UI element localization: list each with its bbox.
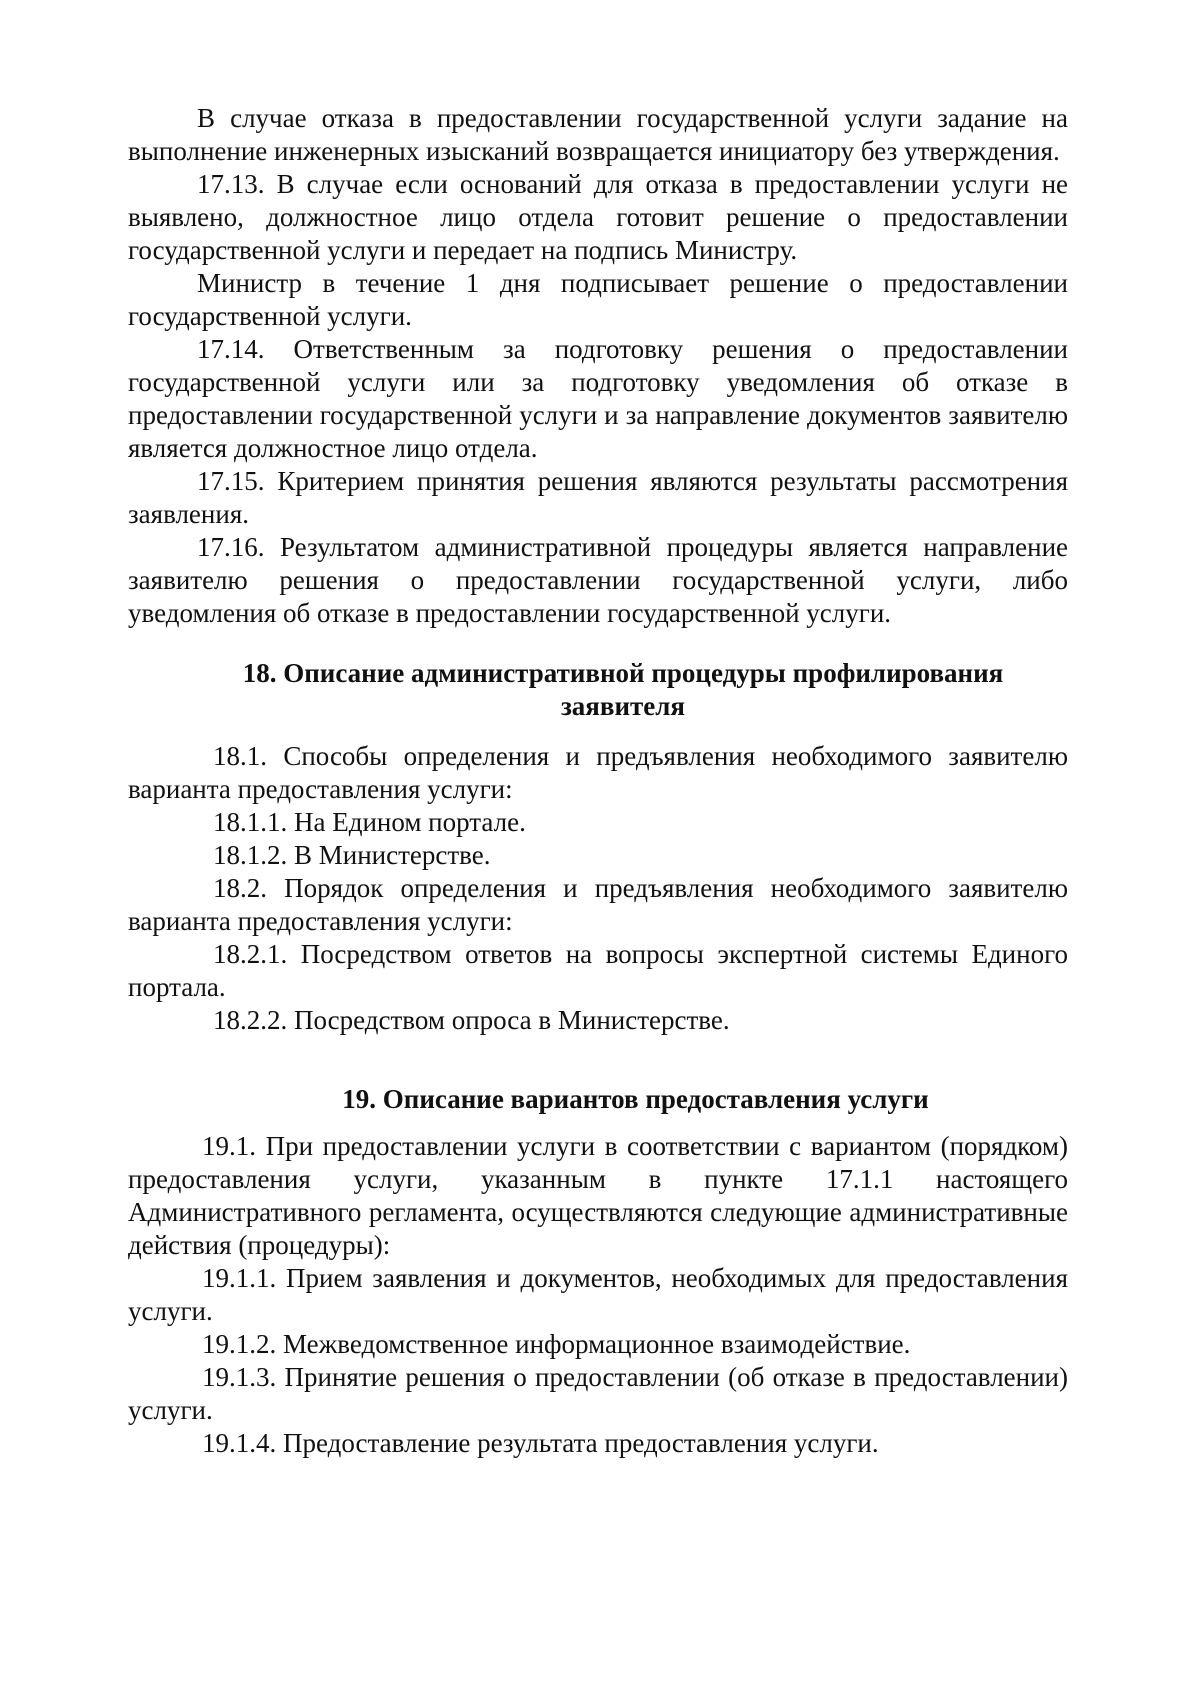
section-18-heading: 18. Описание административной процедуры профилирования заявителя xyxy=(242,658,1004,721)
paragraph-18-2: 18.2. Порядок определения и предъявления необходимого заявителю варианта предоставления услуги: xyxy=(128,873,1068,936)
paragraph-refusal-return: В случае отказа в предоставлении государственной услуги задание на выполнение инженерных изысканий возвращается инициатору без утверждения. xyxy=(128,103,1068,166)
paragraph-19-1-2: 19.1.2. Межведомственное информационное взаимодействие. xyxy=(202,1329,911,1359)
paragraph-18-2-2: 18.2.2. Посредством опроса в Министерстве. xyxy=(213,1005,730,1035)
paragraph-18-1-1: 18.1.1. На Едином портале. xyxy=(213,807,526,837)
document-body xyxy=(128,102,1068,1460)
paragraph-17-13: 17.13. В случае если оснований для отказа в предоставлении услуги не выявлено, должностное лицо отдела готовит решение о предоставлении государственной услуги и передает на подпись Министру. xyxy=(128,169,1068,265)
paragraph-18-2-1: 18.2.1. Посредством ответов на вопросы экспертной системы Единого портала. xyxy=(128,939,1068,1002)
paragraph-17-14: 17.14. Ответственным за подготовку решения о предоставлении государственной услуги или за подготовку уведомления об отказе в предоставлении государственной услуги и за направление документов заявителю является должностное лицо отдела. xyxy=(128,334,1068,463)
paragraph-17-16: 17.16. Результатом административной процедуры является направление заявителю решения о предоставлении государственной услуги, либо уведомления об отказе в предоставлении государственной услуги. xyxy=(128,532,1068,628)
paragraph-17-15: 17.15. Критерием принятия решения являются результаты рассмотрения заявления. xyxy=(128,466,1068,529)
paragraph-19-1-1: 19.1.1. Прием заявления и документов, необходимых для предоставления услуги. xyxy=(128,1263,1068,1326)
paragraph-18-1-2: 18.1.2. В Министерстве. xyxy=(213,840,491,870)
paragraph-19-1-3: 19.1.3. Принятие решения о предоставлении (об отказе в предоставлении) услуги. xyxy=(128,1362,1068,1425)
paragraph-18-1: 18.1. Способы определения и предъявления необходимого заявителю варианта предоставления услуги: xyxy=(128,741,1068,804)
section-19-heading: 19. Описание вариантов предоставления услуги xyxy=(342,1084,929,1114)
paragraph-19-1: 19.1. При предоставлении услуги в соответствии с вариантом (порядком) предоставления услуги, указанным в пункте 17.1.1 настоящего Административного регламента, осуществляются следующие административные действия (процедуры): xyxy=(128,1131,1068,1260)
paragraph-minister-signs: Министр в течение 1 дня подписывает решение о предоставлении государственной услуги. xyxy=(128,268,1068,331)
paragraph-19-1-4: 19.1.4. Предоставление результата предоставления услуги. xyxy=(202,1428,879,1458)
